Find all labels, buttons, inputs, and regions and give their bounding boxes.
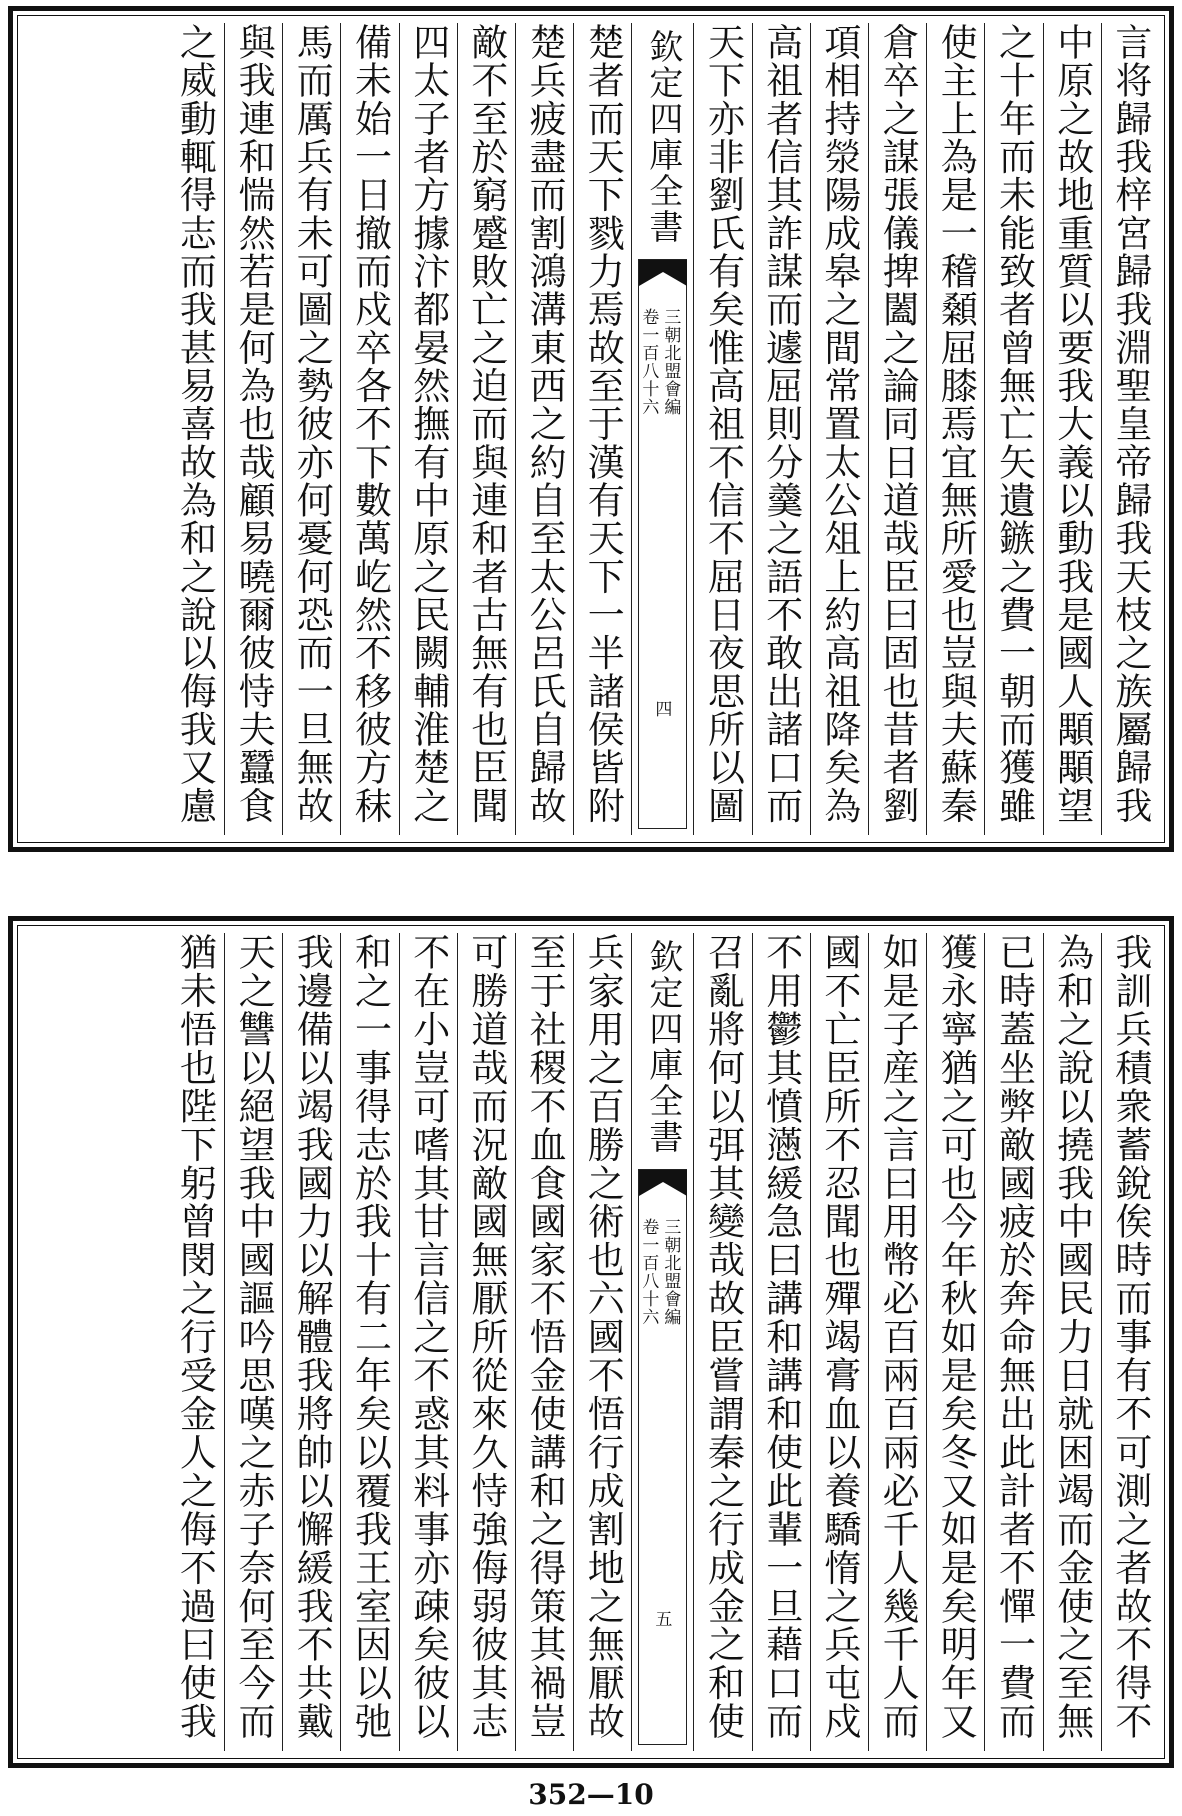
collection-title: 欽定四庫全書 xyxy=(642,939,683,1155)
text-column xyxy=(457,23,515,835)
column-text: 之十年而未能致者曾無亡矢遺鏃之費一朝而獲雖 xyxy=(992,23,1036,825)
column-text: 獲永寧猶之可也今年秋如是矣冬又如是矣明年又 xyxy=(934,933,978,1741)
volume-label: 卷一百八十六 xyxy=(638,308,659,416)
text-column xyxy=(984,933,1042,1751)
text-column xyxy=(282,23,340,835)
column-text: 為和之說以撓我中國民力日就困竭而金使之至無 xyxy=(1050,933,1094,1741)
text-column xyxy=(693,23,751,835)
volume-label: 卷一百八十六 xyxy=(638,1218,659,1326)
text-column xyxy=(224,933,282,1751)
text-column xyxy=(340,23,398,835)
center-fold-column xyxy=(631,23,693,835)
text-column xyxy=(810,23,868,835)
text-column xyxy=(166,23,224,835)
text-column xyxy=(515,23,573,835)
column-text: 猶未悟也陛下躬曾閔之行受金人之侮不過曰使我 xyxy=(173,933,217,1741)
column-text: 我訓兵積衆蓄銳俟時而事有不可測之者故不得不 xyxy=(1108,933,1152,1741)
text-column xyxy=(166,933,224,1751)
column-text: 不用鬱其憤懣緩急曰講和講和使此輩一旦藉口而 xyxy=(759,933,803,1741)
fishtail-mark xyxy=(639,1170,687,1196)
book-title: 三朝北盟會編 xyxy=(660,1218,681,1326)
column-text: 已時蓋坐弊敵國疲於奔命無出此計者不憚一費而 xyxy=(992,933,1036,1741)
column-text: 和之一事得志於我十有二年矣以覆我王室因以弛 xyxy=(348,933,392,1741)
column-text: 之威動輒得志而我甚易喜故為和之說以侮我又慮 xyxy=(173,23,217,825)
text-column xyxy=(1043,933,1101,1751)
center-box xyxy=(638,1169,687,1745)
column-text: 楚兵疲盡而割鴻溝東西之約自至太公呂氏自歸故 xyxy=(523,23,567,825)
text-column xyxy=(752,933,810,1751)
text-column xyxy=(693,933,751,1751)
column-text: 倉卒之謀張儀捭闔之論同日道哉臣曰固也昔者劉 xyxy=(876,23,920,825)
text-column xyxy=(399,23,457,835)
column-text: 言将歸我梓宮歸我淵聖皇帝歸我天枝之族屬歸我 xyxy=(1108,23,1152,825)
column-text: 兵家用之百勝之術也六國不悟行成割地之無厭故 xyxy=(581,933,625,1741)
page-top xyxy=(8,6,1174,852)
text-column xyxy=(1101,23,1159,835)
center-box xyxy=(638,259,687,829)
column-text: 項相持滎陽成皋之間常置太公俎上約高祖降矣為 xyxy=(817,23,861,825)
text-column xyxy=(868,23,926,835)
column-text: 國不亡臣所不忍聞也殫竭膏血以養驕惰之兵屯戍 xyxy=(817,933,861,1741)
text-column xyxy=(1043,23,1101,835)
column-text: 備未始一日撤而戍卒各不下數萬屹然不移彼方秣 xyxy=(348,23,392,825)
column-text: 四太子者方據汴都晏然撫有中原之民闕輔淮楚之 xyxy=(406,23,450,825)
page-footer-number: 352—10 xyxy=(528,1778,654,1811)
text-column xyxy=(457,933,515,1751)
center-fold-column xyxy=(631,933,693,1751)
leaf-number: 四 xyxy=(651,700,672,717)
column-text: 至于社稷不血食國家不悟金使講和之得策其禍豈 xyxy=(523,933,567,1741)
column-text: 可勝道哉而況敵國無厭所從來久恃強侮弱彼其志 xyxy=(464,933,508,1741)
column-text: 使主上為是一稽顙屈膝焉宜無所愛也豈與夫蘇秦 xyxy=(934,23,978,825)
column-text: 楚者而天下戮力焉故至于漢有天下一半諸侯皆附 xyxy=(581,23,625,825)
text-column xyxy=(752,23,810,835)
text-column xyxy=(399,933,457,1751)
text-column xyxy=(515,933,573,1751)
text-column xyxy=(810,933,868,1751)
column-text: 天下亦非劉氏有矣惟高祖不信不屈日夜思所以圖 xyxy=(701,23,745,825)
column-text: 與我連和惴然若是何為也哉顧易曉爾彼恃夫蠶食 xyxy=(232,23,276,825)
text-column xyxy=(926,23,984,835)
text-column xyxy=(984,23,1042,835)
text-column xyxy=(573,23,631,835)
text-column xyxy=(868,933,926,1751)
column-text: 敵不至於窮蹙敗亡之迫而與連和者古無有也臣聞 xyxy=(464,23,508,825)
column-text: 如是子産之言曰用幣必百兩百兩必千人幾千人而 xyxy=(876,933,920,1741)
column-text: 天之讐以絕望我中國謳吟思嘆之赤子奈何至今而 xyxy=(232,933,276,1741)
text-column xyxy=(282,933,340,1751)
text-column xyxy=(926,933,984,1751)
leaf-number: 五 xyxy=(651,1610,672,1627)
fishtail-mark xyxy=(639,260,687,286)
text-column xyxy=(1101,933,1159,1751)
text-column xyxy=(573,933,631,1751)
text-column xyxy=(340,933,398,1751)
column-text: 不在小豈可嗜其甘言信之不惑其料事亦疎矣彼以 xyxy=(406,933,450,1741)
column-text: 馬而厲兵有未可圖之勢彼亦何憂何恐而一旦無故 xyxy=(290,23,334,825)
page-bottom xyxy=(8,916,1174,1768)
column-text: 中原之故地重質以要我大義以動我是國人顒顒望 xyxy=(1050,23,1094,825)
column-text: 高祖者信其詐謀而遽屈則分羹之語不敢出諸口而 xyxy=(759,23,803,825)
book-title: 三朝北盟會編 xyxy=(660,308,681,416)
text-column xyxy=(224,23,282,835)
column-text: 我邊備以竭我國力以解體我將帥以懈緩我不共戴 xyxy=(290,933,334,1741)
column-text: 召亂將何以弭其變哉故臣嘗謂秦之行成金之和使 xyxy=(701,933,745,1741)
collection-title: 欽定四庫全書 xyxy=(642,29,683,245)
